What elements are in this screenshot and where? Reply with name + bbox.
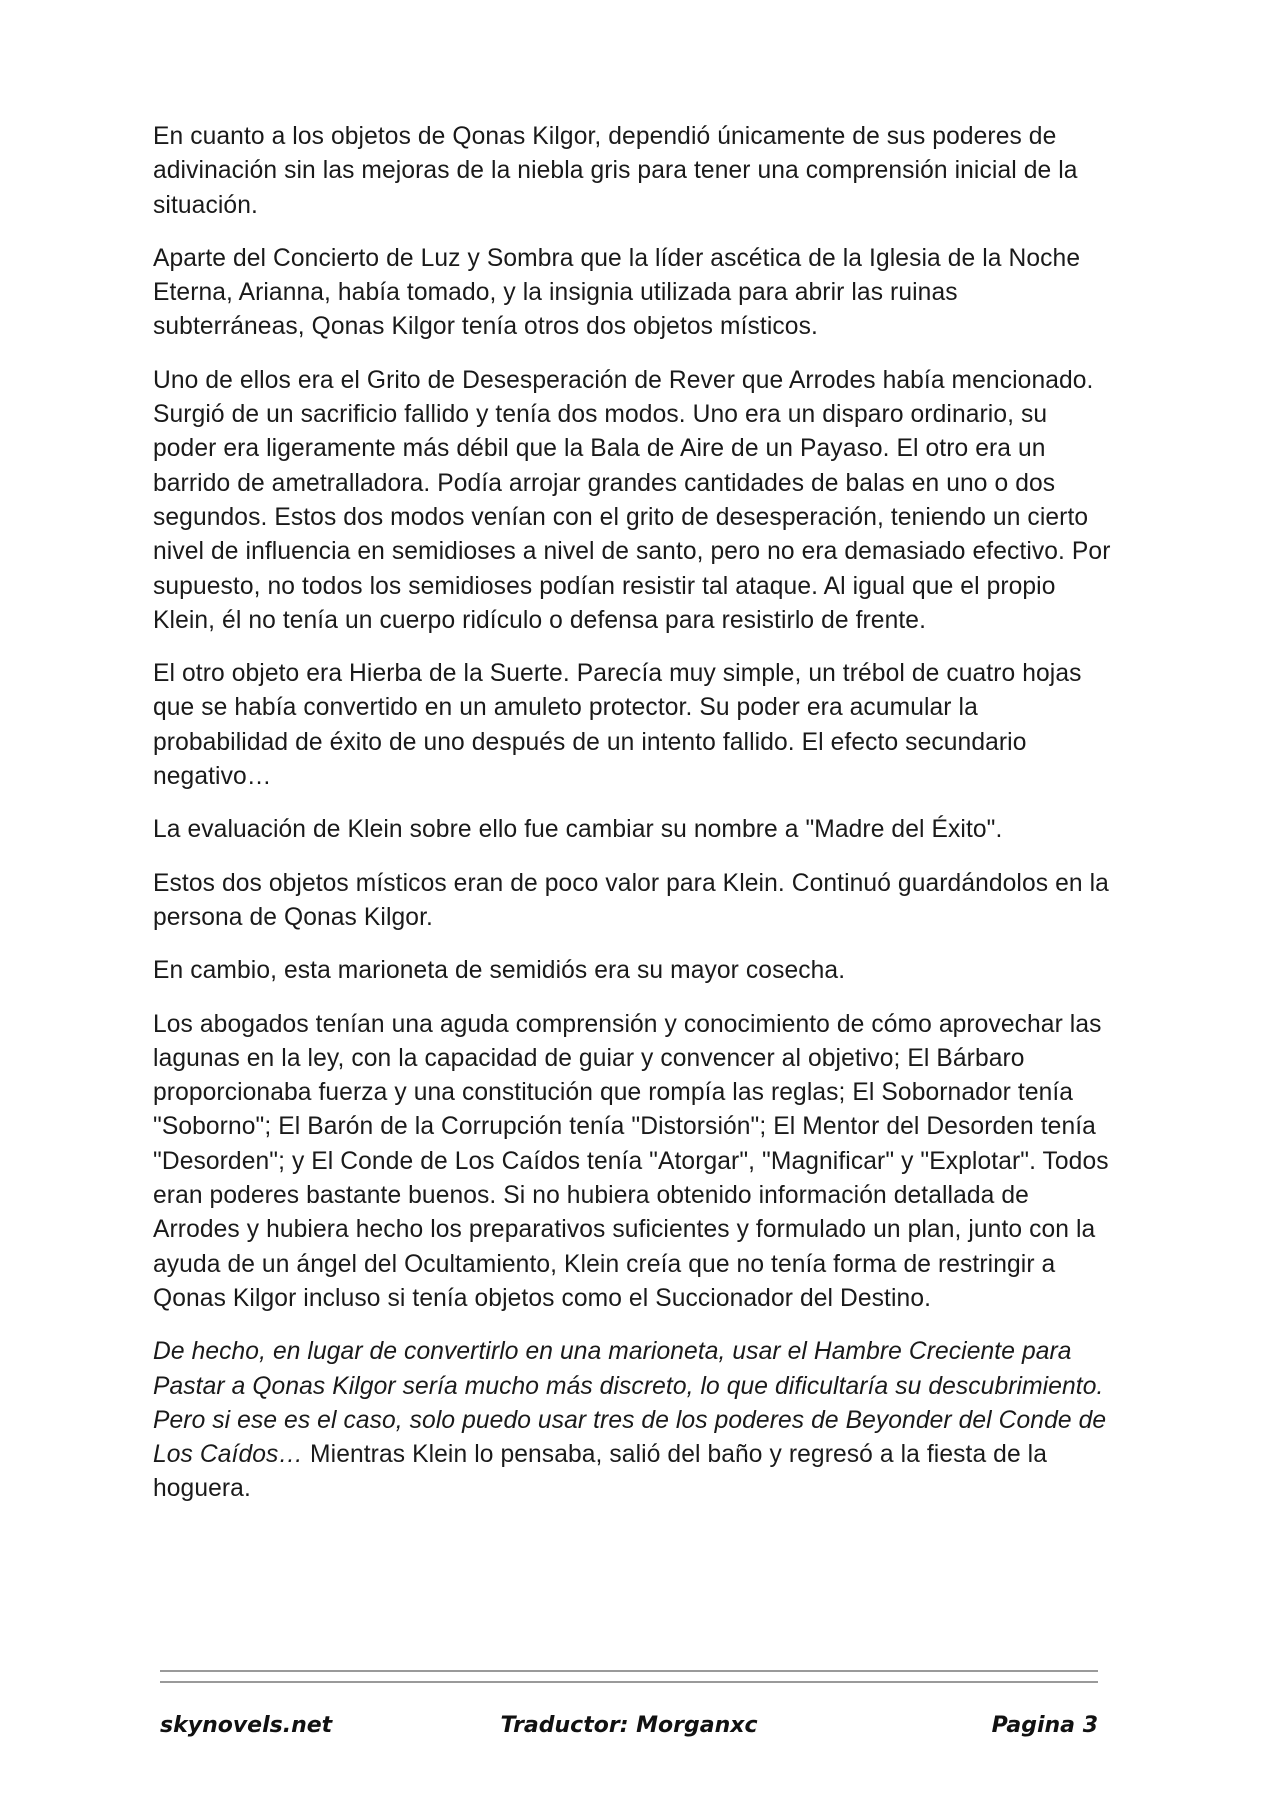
paragraph [153,657,1113,794]
footer-divider [160,1670,1098,1672]
paragraph [153,242,1113,345]
paragraph [153,1335,1113,1506]
footer-page-number: Pagina 3 [991,1713,1098,1738]
italic-thought-text: De hecho, en lugar de convertirlo en una marioneta, usar el Hambre Creciente para Pastar a Qonas Kilgor sería mucho más discreto, lo que dificultaría su descubrimiento. Pero si ese es el caso, solo puedo usar tres de los poderes de Beyonder del Conde de Los Caídos… [153,1338,1107,1469]
paragraph-text: La evaluación de Klein sobre ello fue cambiar su nombre a "Madre del Éxito". [153,816,1003,844]
page-footer [160,1713,1098,1743]
paragraph [153,813,1113,847]
paragraph-text: Mientras Klein lo pensaba, salió del baño y regresó a la fiesta de la hoguera. [153,1441,1047,1503]
paragraph [153,364,1113,638]
footer-divider [160,1681,1098,1683]
paragraph-text: El otro objeto era Hierba de la Suerte. Parecía muy simple, un trébol de cuatro hojas que se había convertido en un amuleto protector. Su poder era acumular la probabilidad de éxito de uno después de un intento fallido. El efecto secundario negativo… [153,660,1082,791]
paragraph-text: Aparte del Concierto de Luz y Sombra que la líder ascética de la Iglesia de la Noche Eterna, Arianna, había tomado, y la insignia utilizada para abrir las ruinas subterráneas, Qonas Kilgor tenía otros dos objetos místicos. [153,244,1081,341]
footer-site: skynovels.net [160,1713,333,1738]
paragraph-text: Los abogados tenían una aguda comprensión y conocimiento de cómo aprovechar las lagunas en la ley, con la capacidad de guiar y convencer al objetivo; El Bárbaro proporcionaba fuerza y una constitución que rompía las reglas; El Sobornador tenía "Soborno"; El Barón de la Corrupción tenía "Distorsión"; El Mentor del Desorden tenía "Desorden"; y El Conde de Los Caídos tenía "Atorgar", "Magnificar" y "Explotar". Todos eran poderes bastante buenos. Si no hubiera obtenido información detallada de Arrodes y hubiera hecho los preparativos suficientes y formulado un plan, junto con la ayuda de un ángel del Ocultamiento, Klein creía que no tenía forma de restringir a Qonas Kilgor incluso si tenía objetos como el Succionador del Destino. [153,1010,1109,1312]
paragraph-text: Uno de ellos era el Grito de Desesperación de Rever que Arrodes había mencionado. Surgió de un sacrificio fallido y tenía dos modos. Uno era un disparo ordinario, su poder era ligeramente más débil que la Bala de Aire de un Payaso. El otro era un barrido de ametralladora. Podía arrojar grandes cantidades de balas en uno o dos segundos. Estos dos modos venían con el grito de desesperación, teniendo un cierto nivel de influencia en semidioses a nivel de santo, pero no era demasiado efectivo. Por supuesto, no todos los semidioses podían resistir tal ataque. Al igual que el propio Klein, él no tenía un cuerpo ridículo o defensa para resistirlo de frente. [153,366,1111,634]
paragraph-text: Estos dos objetos místicos eran de poco valor para Klein. Continuó guardándolos en la persona de Qonas Kilgor. [153,869,1109,931]
paragraph [153,954,1113,988]
paragraph-text: En cambio, esta marioneta de semidiós era su mayor cosecha. [153,957,846,985]
document-body [153,120,1113,1526]
footer-translator: Traductor: Morganxc [500,1713,758,1738]
paragraph [153,1008,1113,1317]
paragraph [153,120,1113,223]
paragraph [153,867,1113,936]
paragraph-text: En cuanto a los objetos de Qonas Kilgor, dependió únicamente de sus poderes de adivinación sin las mejoras de la niebla gris para tener una comprensión inicial de la situación. [153,123,1078,219]
